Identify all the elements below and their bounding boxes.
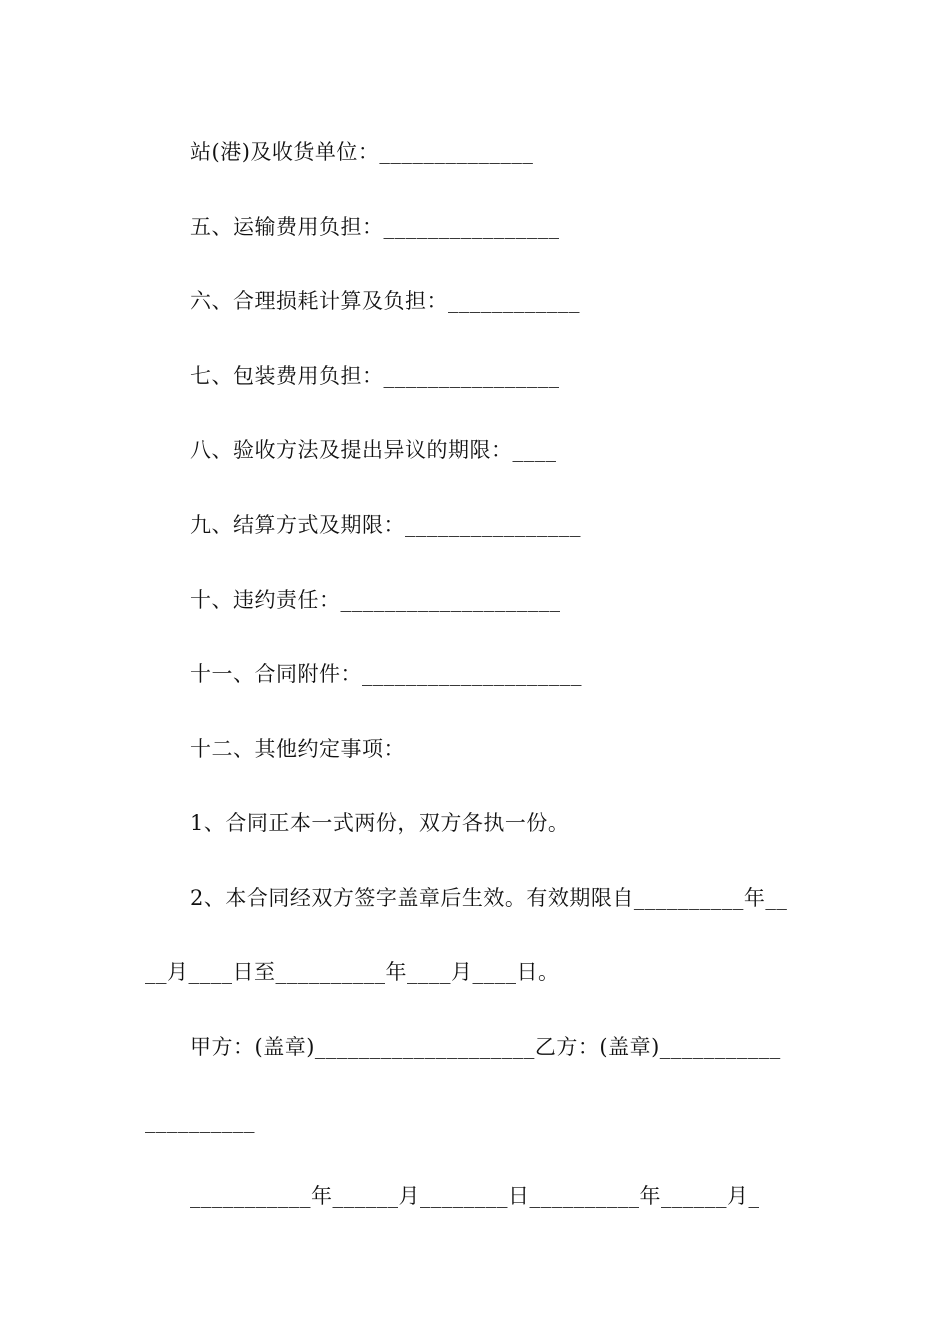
clause-12-other-matters: 十二、其他约定事项： — [190, 737, 405, 761]
signature-parties: 甲方：(盖章)____________________乙方：(盖章)___________ — [190, 1035, 781, 1059]
item-2-validity-continued: __月____日至__________年____月____日。 — [145, 960, 560, 984]
clause-8-inspection: 八、验收方法及提出异议的期限：____ — [190, 438, 557, 462]
clause-11-attachments: 十一、合同附件：____________________ — [190, 662, 582, 686]
signature-dates: ___________年______月________日__________年______月_ — [190, 1184, 760, 1208]
clause-5-transport-cost: 五、运输费用负担：________________ — [190, 215, 560, 239]
clause-9-settlement: 九、结算方式及期限：________________ — [190, 513, 581, 537]
clause-7-packaging-cost: 七、包装费用负担：________________ — [190, 364, 560, 388]
item-1-copies: 1、合同正本一式两份，双方各执一份。 — [190, 811, 570, 835]
clause-station-consignee: 站(港)及收货单位：______________ — [190, 140, 534, 164]
clause-6-loss-calculation: 六、合理损耗计算及负担：____________ — [190, 289, 580, 313]
signature-parties-continued: __________ — [145, 1109, 255, 1133]
clause-10-liability: 十、违约责任：____________________ — [190, 588, 561, 612]
item-2-validity: 2、本合同经双方签字盖章后生效。有效期限自__________年__ — [190, 886, 788, 910]
